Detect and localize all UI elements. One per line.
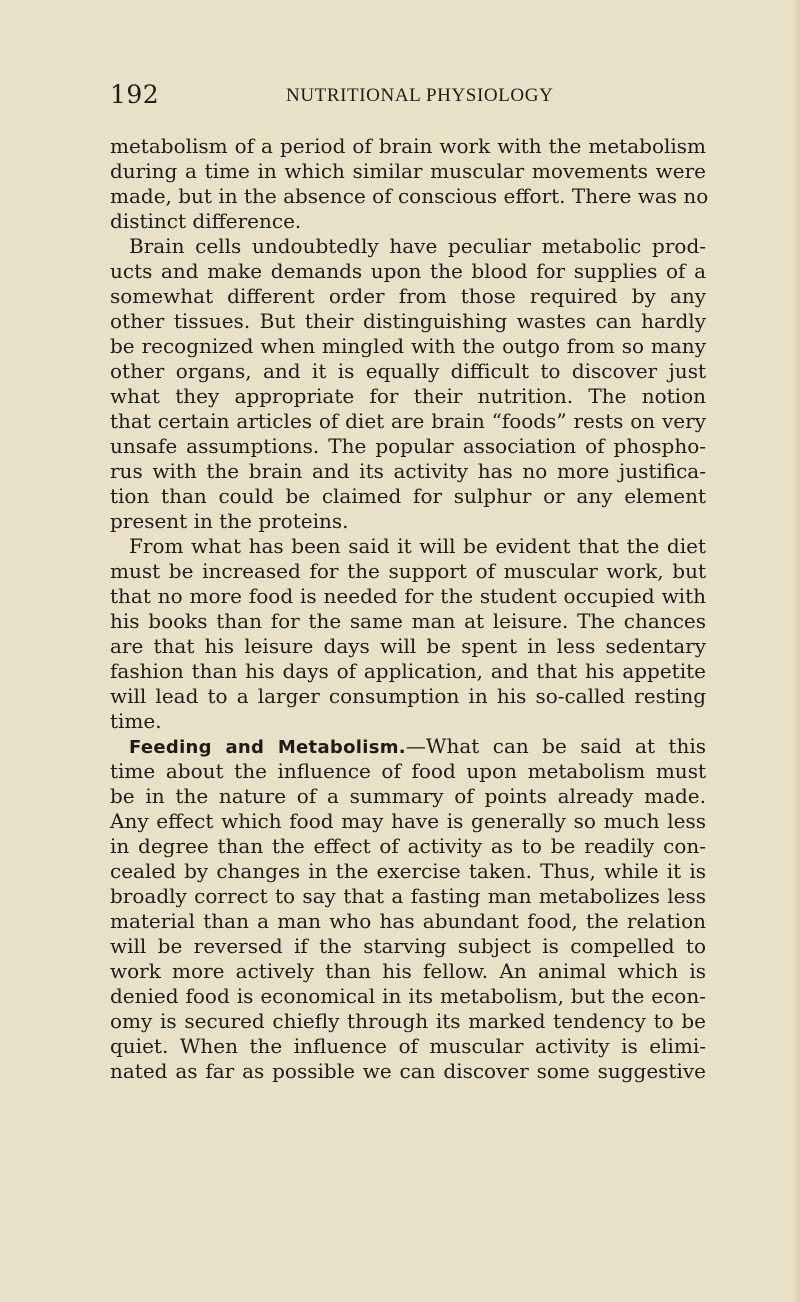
text-line: be recognized when mingled with the outgo from so many <box>110 334 706 358</box>
text-line: other organs, and it is equally difficult to discover just <box>110 359 706 383</box>
text-line: his books than for the same man at leisure. The chances <box>110 609 706 633</box>
text-line: distinct difference. <box>110 209 302 233</box>
text-line: are that his leisure days will be spent in less sedentary <box>110 634 706 658</box>
text-line-with-side-head <box>110 734 706 759</box>
text-line: unsafe assumptions. The popular association of phospho- <box>110 434 706 458</box>
text-line: tion than could be claimed for sulphur or any element <box>110 484 706 508</box>
text-line: material than a man who has abundant food, the relation <box>110 909 706 933</box>
text-line-rest: —What can be said at this <box>405 734 706 758</box>
text-line: ucts and make demands upon the blood for supplies of a <box>110 259 706 283</box>
text-line: other tissues. But their distinguishing wastes can hardly <box>110 309 706 333</box>
text-line: will be reversed if the starving subject is compelled to <box>110 934 706 958</box>
text-line: rus with the brain and its activity has no more justifica- <box>110 459 706 483</box>
running-title: NUTRITIONAL PHYSIOLOGY <box>286 85 554 106</box>
body-text <box>110 134 709 1254</box>
text-line: must be increased for the support of muscular work, but <box>110 559 706 583</box>
text-line: that certain articles of diet are brain “foods” rests on very <box>110 409 706 433</box>
page-edge-shadow <box>792 0 800 1302</box>
text-line: denied food is economical in its metabolism, but the econ- <box>110 984 706 1008</box>
page-number: 192 <box>110 80 160 109</box>
text-line: in degree than the effect of activity as to be readily con- <box>110 834 706 858</box>
text-line: time about the influence of food upon metabolism must <box>110 759 706 783</box>
text-line: fashion than his days of application, and that his appetite <box>110 659 706 683</box>
text-line: that no more food is needed for the student occupied with <box>110 584 706 608</box>
text-line: made, but in the absence of conscious effort. There was no <box>110 184 709 208</box>
side-head: Feeding and Metabolism. <box>129 737 406 758</box>
text-line: time. <box>110 709 162 733</box>
text-line: somewhat different order from those required by any <box>110 284 706 308</box>
text-line: be in the nature of a summary of points already made. <box>110 784 706 808</box>
text-line: quiet. When the influence of muscular activity is elimi- <box>110 1034 706 1058</box>
text-line: during a time in which similar muscular movements were <box>110 159 706 183</box>
text-line: what they appropriate for their nutrition. The notion <box>110 384 706 408</box>
text-line: From what has been said it will be evident that the diet <box>129 534 706 558</box>
text-line: Brain cells undoubtedly have peculiar metabolic prod- <box>129 234 706 258</box>
running-head <box>110 80 706 116</box>
text-line: omy is secured chiefly through its marked tendency to be <box>110 1009 706 1033</box>
text-line: Any effect which food may have is generally so much less <box>110 809 706 833</box>
text-line: present in the proteins. <box>110 509 349 533</box>
text-line: work more actively than his fellow. An animal which is <box>110 959 706 983</box>
text-line: nated as far as possible we can discover some suggestive <box>110 1059 706 1083</box>
text-line: metabolism of a period of brain work with the metabolism <box>110 134 706 158</box>
text-line: cealed by changes in the exercise taken. Thus, while it is <box>110 859 706 883</box>
text-line: will lead to a larger consumption in his so-called resting <box>110 684 706 708</box>
text-line: broadly correct to say that a fasting man metabolizes less <box>110 884 706 908</box>
